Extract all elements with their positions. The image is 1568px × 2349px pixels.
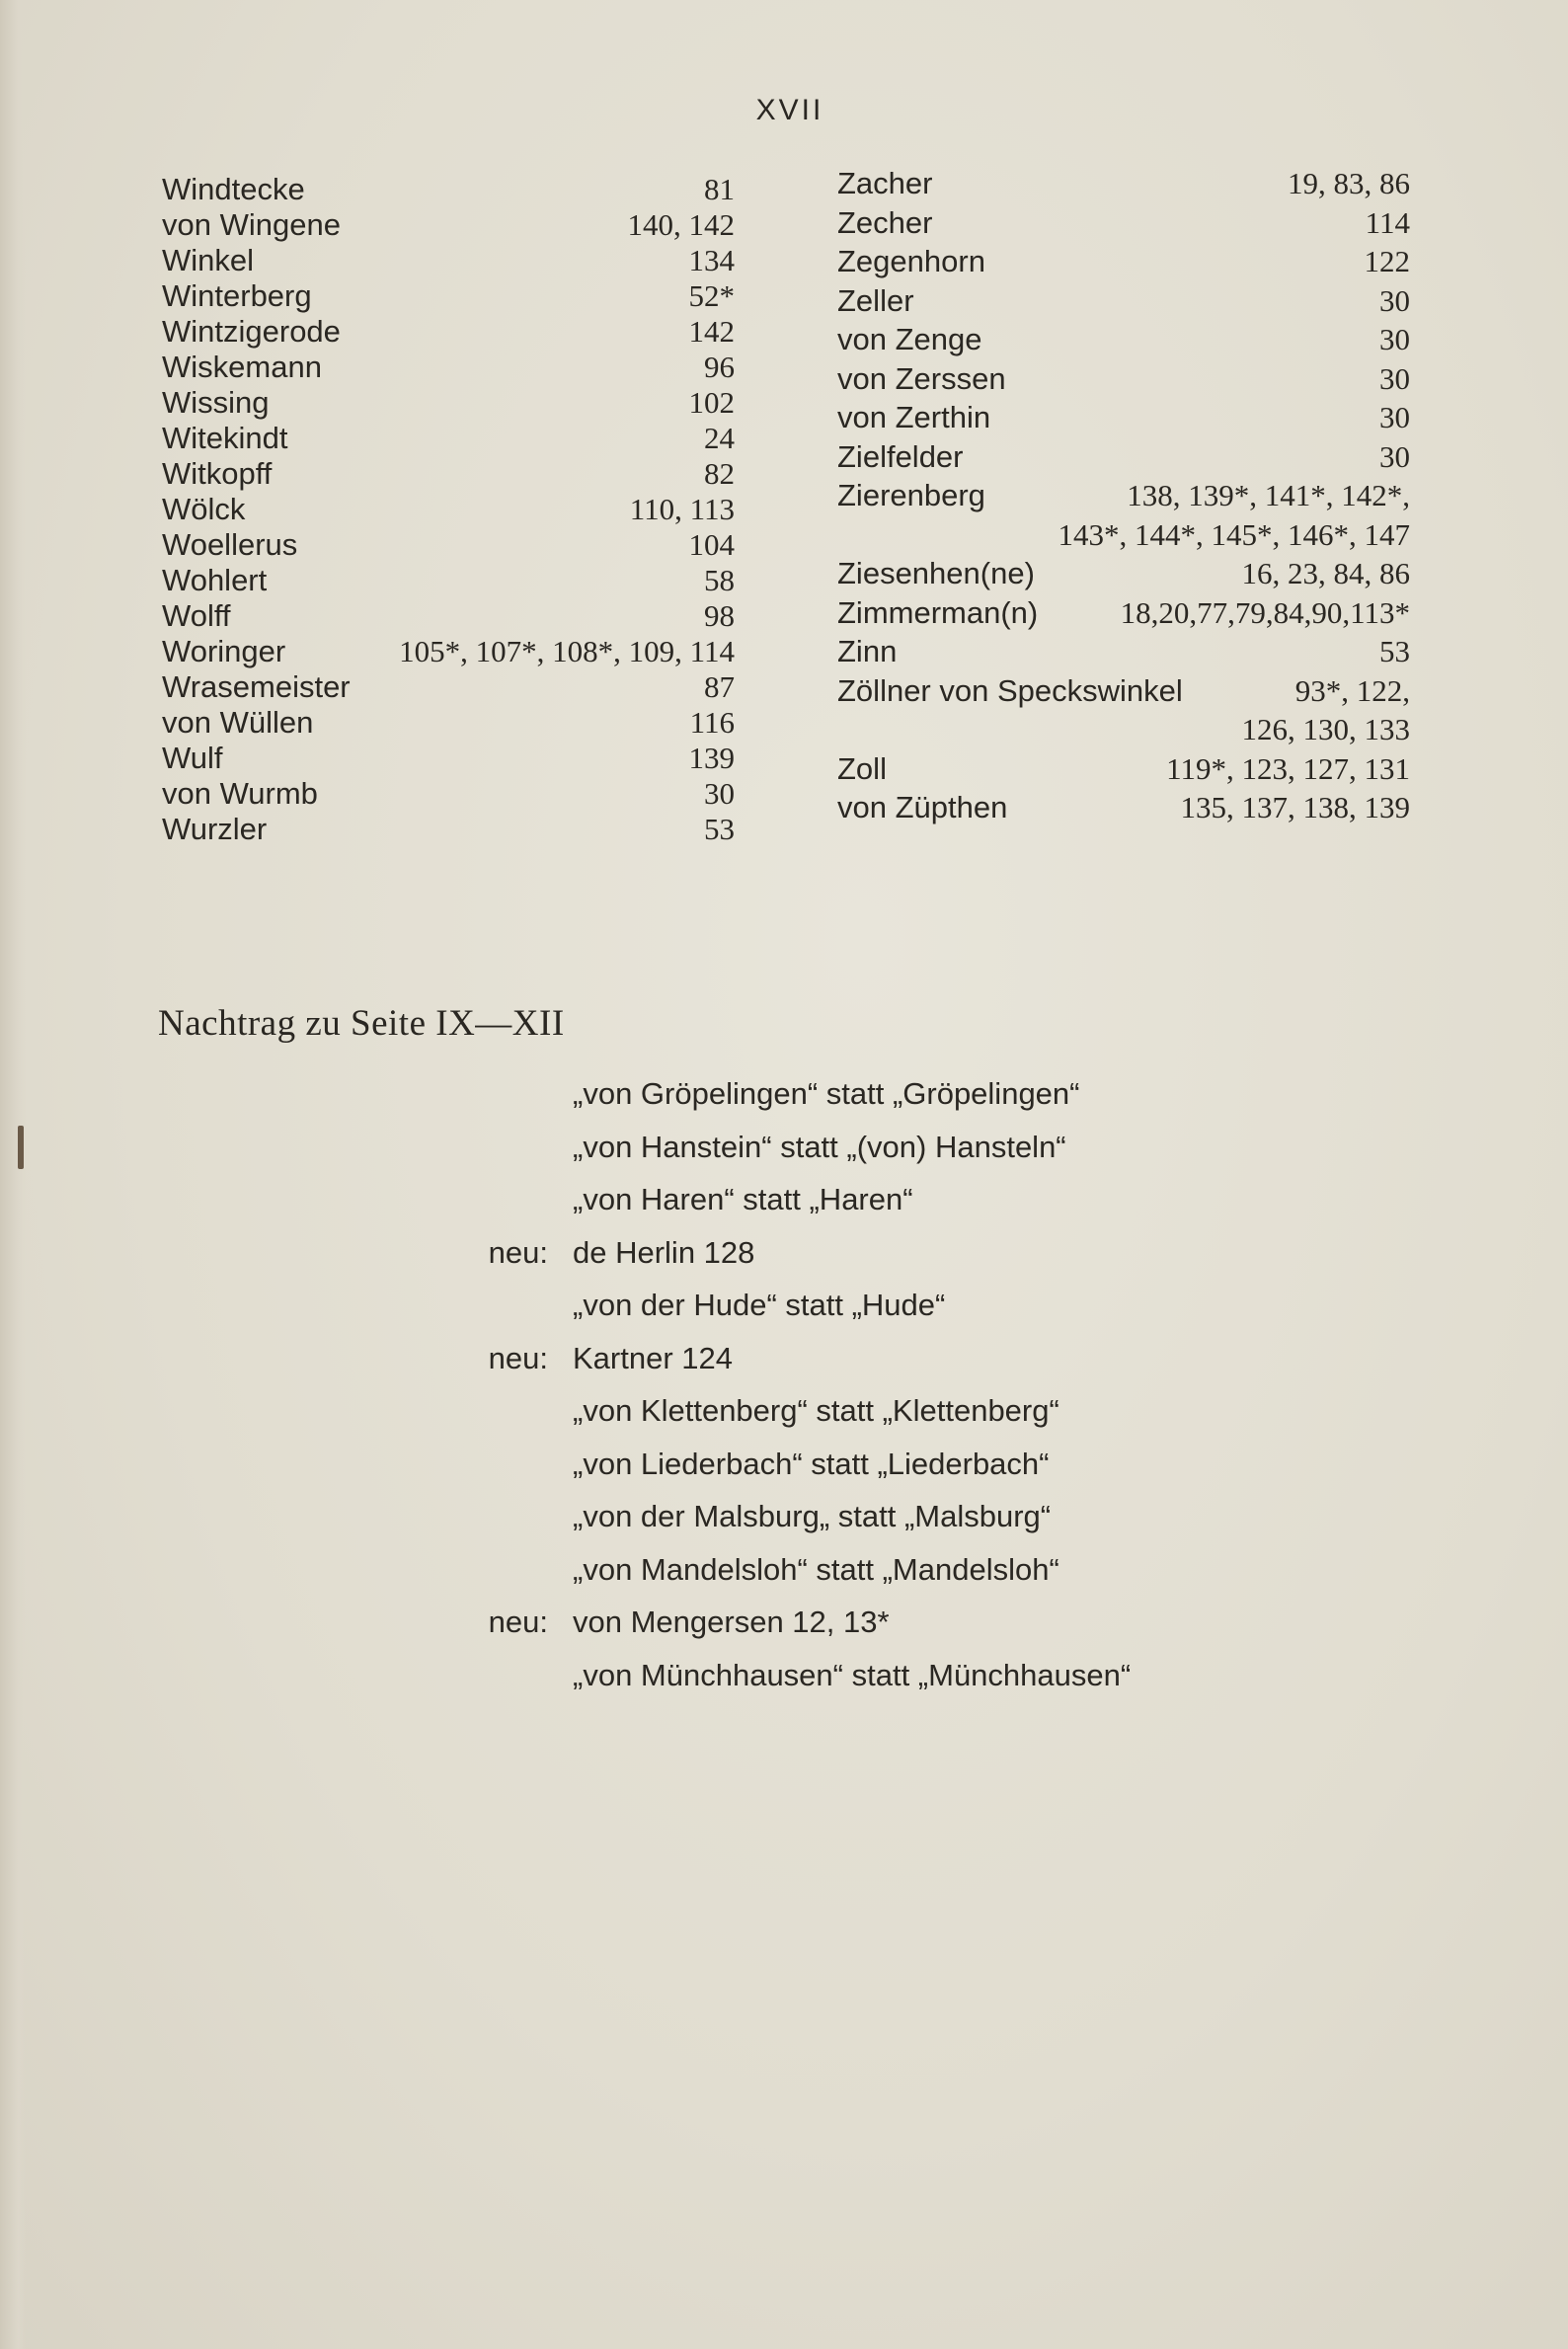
entry-name: Wurzler <box>162 812 268 846</box>
index-entry <box>837 556 1410 595</box>
index-entry <box>162 207 735 243</box>
addendum-text: von Mengersen 12, 13* <box>573 1605 890 1639</box>
addendum-text: „von Mandelsloh“ statt „Mandelsloh“ <box>573 1551 1059 1587</box>
entry-pages: 52* <box>688 278 735 313</box>
index-entry <box>837 790 1410 829</box>
entry-pages: 18,20,77,79,84,90,113* <box>1120 594 1410 630</box>
entry-name: Wiskemann <box>162 350 322 384</box>
entry-pages: 53 <box>704 812 735 846</box>
page-number: XVII <box>755 94 824 126</box>
entry-pages: 53 <box>1379 634 1410 668</box>
index-entry <box>162 172 735 207</box>
addendum-title: Nachtrag zu Seite IX—XII <box>158 1003 565 1044</box>
entry-name: Wölck <box>162 492 246 526</box>
entry-pages: 134 <box>688 243 735 277</box>
index-entry <box>837 283 1410 323</box>
index-entry <box>162 705 735 741</box>
entry-pages: 30 <box>1379 400 1410 434</box>
entry-pages: 116 <box>689 705 735 740</box>
index-entry <box>837 751 1410 791</box>
index-entry <box>162 669 735 705</box>
index-entry <box>162 563 735 598</box>
entry-pages: 30 <box>1379 438 1410 474</box>
addendum-text: Kartner 124 <box>573 1340 733 1375</box>
addendum-text: „von der Malsburg„ statt „Malsburg“ <box>573 1499 1052 1533</box>
index-entry <box>162 243 735 278</box>
addendum-entry <box>454 1552 1343 1605</box>
entry-name: von Wingene <box>162 207 341 242</box>
index-entry-continuation <box>837 712 1410 751</box>
margin-mark <box>18 1126 24 1169</box>
entry-name: Zecher <box>837 204 933 240</box>
entry-pages: 139 <box>688 741 735 775</box>
entry-pages: 126, 130, 133 <box>1241 712 1410 746</box>
entry-name: Wissing <box>162 385 270 420</box>
entry-name: Winterberg <box>162 278 312 313</box>
addendum-entry <box>454 1658 1343 1711</box>
index-entry <box>837 478 1410 517</box>
index-entry-continuation <box>837 517 1410 557</box>
entry-name: von Zerssen <box>837 360 1006 396</box>
index-entry <box>162 456 735 492</box>
index-entry <box>162 812 735 847</box>
entry-name: Zielfelder <box>837 438 964 474</box>
entry-name: Woellerus <box>162 527 298 562</box>
entry-name: Windtecke <box>162 172 305 206</box>
entry-pages: 30 <box>1379 322 1410 356</box>
entry-pages: 82 <box>704 456 735 491</box>
entry-pages: 98 <box>704 598 735 633</box>
addendum-entry <box>454 1605 1343 1658</box>
addendum-text: „von Hanstein“ statt „(von) Hansteln“ <box>573 1129 1066 1164</box>
entry-pages: 30 <box>704 776 735 811</box>
entry-name: Zierenberg <box>837 478 985 512</box>
entry-pages: 140, 142 <box>627 207 735 242</box>
index-entry <box>162 598 735 634</box>
entry-name: von Zerthin <box>837 400 991 434</box>
addendum-text: „von Klettenberg“ statt „Klettenberg“ <box>573 1393 1059 1428</box>
entry-pages: 138, 139*, 141*, 142*, <box>1127 478 1410 512</box>
addendum-text: „von der Hude“ statt „Hude“ <box>573 1288 946 1322</box>
entry-pages: 87 <box>704 669 735 704</box>
entry-name: Witkopff <box>162 456 273 491</box>
entry-name: Zöllner von Speckswinkel <box>837 672 1183 708</box>
addendum-entry <box>454 1235 1343 1289</box>
entry-pages: 81 <box>704 172 735 206</box>
addendum-label: neu: <box>488 1340 548 1375</box>
entry-pages: 30 <box>1379 360 1410 396</box>
addendum-entry <box>454 1288 1343 1341</box>
entry-name: Zacher <box>837 166 933 200</box>
addendum-entry <box>454 1393 1343 1447</box>
entry-name: Zoll <box>837 750 887 786</box>
index-entry <box>162 776 735 812</box>
entry-name: Wintzigerode <box>162 314 341 349</box>
entry-pages: 102 <box>688 385 735 420</box>
entry-pages: 135, 137, 138, 139 <box>1180 790 1410 824</box>
entry-pages: 16, 23, 84, 86 <box>1241 556 1410 590</box>
addendum-entry <box>454 1182 1343 1235</box>
entry-pages: 30 <box>1379 282 1410 318</box>
page-spine-shadow <box>0 0 26 2349</box>
entry-pages: 105*, 107*, 108*, 109, 114 <box>399 634 735 668</box>
addendum-text: de Herlin 128 <box>573 1234 755 1270</box>
index-entry <box>837 439 1410 479</box>
entry-name: Winkel <box>162 243 255 277</box>
entry-pages: 110, 113 <box>629 492 735 526</box>
entry-name: Zegenhorn <box>837 244 985 278</box>
entry-name: Wrasemeister <box>162 669 351 704</box>
addendum-text: „von Gröpelingen“ statt „Gröpelingen“ <box>573 1076 1080 1111</box>
index-entry <box>837 244 1410 283</box>
entry-name: Woringer <box>162 634 286 668</box>
index-entry <box>837 205 1410 245</box>
index-entry <box>162 634 735 669</box>
index-entry <box>837 634 1410 673</box>
index-column-right <box>837 166 1410 829</box>
index-entry <box>837 361 1410 401</box>
entry-pages: 93*, 122, <box>1294 672 1410 708</box>
index-entry <box>162 314 735 350</box>
entry-pages: 142 <box>688 314 735 349</box>
index-entry <box>162 385 735 421</box>
addendum-entry <box>454 1499 1343 1552</box>
entry-pages: 58 <box>704 563 735 597</box>
index-entry <box>162 278 735 314</box>
entry-pages: 122 <box>1364 244 1410 278</box>
entry-name: von Zenge <box>837 322 982 356</box>
entry-pages: 19, 83, 86 <box>1288 166 1410 200</box>
addendum-entry <box>454 1341 1343 1394</box>
entry-pages: 24 <box>704 421 735 455</box>
entry-pages: 114 <box>1365 204 1410 240</box>
index-entry <box>162 741 735 776</box>
entry-name: Zeller <box>837 282 914 318</box>
entry-pages: 119*, 123, 127, 131 <box>1166 750 1410 786</box>
entry-name: von Züpthen <box>837 790 1008 824</box>
index-entry <box>837 673 1410 713</box>
addendum-entry <box>454 1076 1343 1130</box>
entry-name: Zimmerman(n) <box>837 594 1039 630</box>
index-entry <box>837 595 1410 635</box>
entry-name: von Wüllen <box>162 705 314 740</box>
entry-name: Zinn <box>837 634 898 668</box>
index-entry <box>837 400 1410 439</box>
addendum-text: „von Haren“ statt „Haren“ <box>573 1182 913 1216</box>
entry-pages: 104 <box>688 527 735 562</box>
index-entry <box>837 322 1410 361</box>
index-entry <box>837 166 1410 205</box>
index-entry <box>162 421 735 456</box>
entry-name: Witekindt <box>162 421 288 455</box>
index-column-left <box>162 172 735 847</box>
entry-pages: 143*, 144*, 145*, 146*, 147 <box>1058 516 1410 552</box>
index-entry <box>162 527 735 563</box>
addendum-label: neu: <box>488 1234 548 1270</box>
entry-name: Wulf <box>162 741 223 775</box>
entry-pages: 96 <box>704 350 735 384</box>
addendum-text: „von Münchhausen“ statt „Münchhausen“ <box>573 1657 1132 1692</box>
entry-name: von Wurmb <box>162 776 318 811</box>
entry-name: Wolff <box>162 598 231 633</box>
index-entry <box>162 350 735 385</box>
index-entry <box>162 492 735 527</box>
addendum-label: neu: <box>488 1605 548 1639</box>
entry-name: Wohlert <box>162 563 268 597</box>
entry-name: Ziesenhen(ne) <box>837 556 1035 590</box>
addendum-entry <box>454 1447 1343 1500</box>
addendum-text: „von Liederbach“ statt „Liederbach“ <box>573 1446 1050 1481</box>
addendum-list <box>454 1076 1343 1710</box>
addendum-entry <box>454 1130 1343 1183</box>
